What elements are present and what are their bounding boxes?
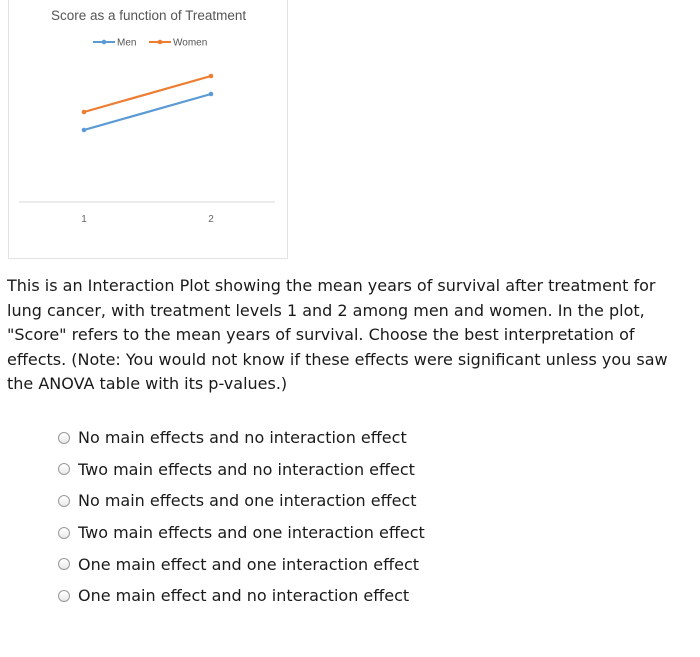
legend-label-women: Women — [173, 37, 208, 49]
data-point-women — [209, 74, 214, 79]
series-line-men — [84, 94, 211, 130]
option-row[interactable] — [58, 548, 425, 580]
radio-button[interactable] — [58, 495, 70, 507]
interaction-plot — [8, 0, 288, 259]
option-row[interactable] — [58, 517, 425, 549]
legend-label-men: Men — [117, 37, 137, 49]
radio-button[interactable] — [58, 590, 70, 602]
chart-plot-area — [9, 0, 287, 258]
radio-button[interactable] — [58, 527, 70, 539]
data-point-men — [209, 92, 214, 97]
chart-title: Score as a function of Treatment — [51, 8, 247, 23]
radio-button[interactable] — [58, 558, 70, 570]
x-tick-label: 2 — [208, 214, 214, 225]
x-tick-label: 1 — [81, 214, 87, 225]
option-row[interactable] — [58, 580, 425, 612]
option-label: Two main effects and no interaction effect — [78, 459, 415, 479]
radio-button[interactable] — [58, 432, 70, 444]
answer-options — [58, 422, 425, 612]
option-label: No main effects and no interaction effect — [78, 428, 407, 448]
option-label: No main effects and one interaction effect — [78, 491, 417, 511]
option-label: Two main effects and one interaction effect — [78, 523, 425, 543]
data-point-women — [82, 110, 87, 115]
radio-button[interactable] — [58, 463, 70, 475]
option-label: One main effect and no interaction effect — [78, 586, 410, 606]
option-row[interactable] — [58, 454, 425, 486]
option-row[interactable] — [58, 422, 425, 454]
option-row[interactable] — [58, 485, 425, 517]
legend-marker-men — [102, 40, 107, 45]
data-point-men — [82, 128, 87, 133]
series-line-women — [84, 76, 211, 112]
legend-marker-women — [158, 40, 163, 45]
question-text: This is an Interaction Plot showing the mean years of survival after treatment for lung cancer, with treatment levels 1 and 2 among men and women. In the plot, "Score" refers to the mean years of survival. Choose the best interpretation of effects. (Note: You would not know if these effects were significant unless you saw the ANOVA table with its p-values.) — [7, 276, 668, 393]
option-label: One main effect and one interaction effect — [78, 554, 420, 574]
